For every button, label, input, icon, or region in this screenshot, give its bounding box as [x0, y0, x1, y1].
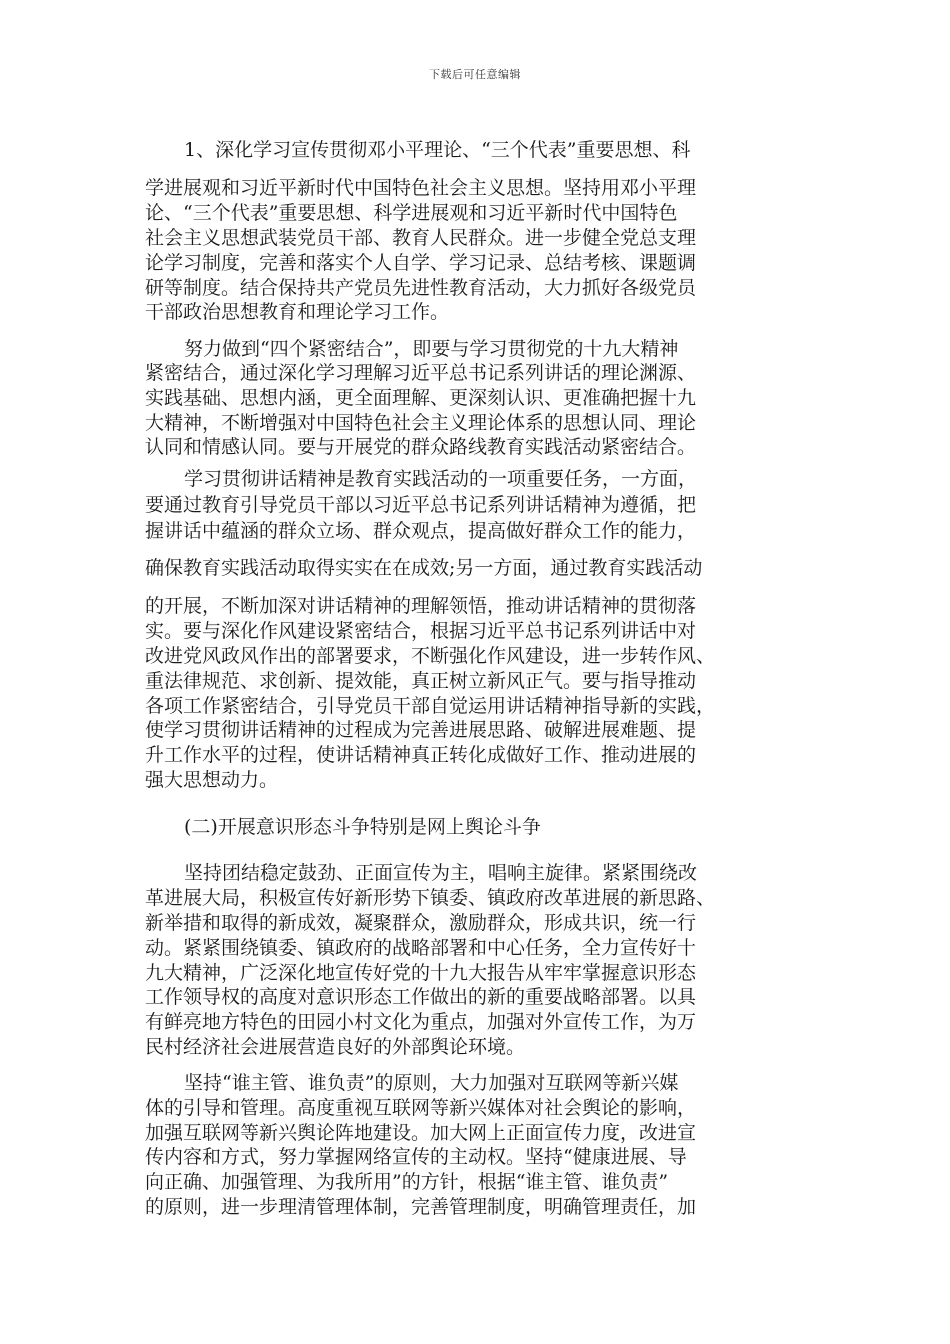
text-line: 动。紧紧围绕镇委、镇政府的战略部署和中心任务，全力宣传好十	[145, 937, 697, 959]
text-line: 努力做到“四个紧密结合”，即要与学习贯彻党的十九大精神	[184, 338, 679, 360]
text-line: 工作领导权的高度对意识形态工作做出的新的重要战略部署。以具	[145, 986, 697, 1008]
text-line: 学进展观和习近平新时代中国特色社会主义思想。坚持用邓小平理	[145, 177, 697, 199]
text-line: 有鲜亮地方特色的田园小村文化为重点，加强对外宣传工作，为万	[145, 1011, 697, 1033]
text-line: 新举措和取得的新成效，凝聚群众，激励群众，形成共识，统一行	[145, 912, 697, 934]
text-line: 向正确、加强管理、为我所用”的方针，根据“谁主管、谁负责”	[145, 1171, 669, 1193]
text-line: 各项工作紧密结合，引导党员干部自觉运用讲话精神指导新的实践，	[145, 695, 716, 717]
text-line: 实。要与深化作风建设紧密结合，根据习近平总书记系列讲话中对	[145, 620, 697, 642]
text-line: 大精神，不断增强对中国特色社会主义理论体系的思想认同、理论	[145, 412, 697, 434]
text-line: 改进党风政风作出的部署要求，不断强化作风建设，进一步转作风、	[145, 645, 716, 667]
text-line: 升工作水平的过程，使讲话精神真正转化成做好工作、推动进展的	[145, 744, 697, 766]
text-line: 研等制度。结合保持共产党员先进性教育活动，大力抓好各级党员	[145, 277, 697, 299]
text-line: 民村经济社会进展营造良好的外部舆论环境。	[145, 1036, 526, 1058]
text-line: 的开展，不断加深对讲话精神的理解领悟，推动讲话精神的贯彻落	[145, 595, 697, 617]
text-line: 论学习制度，完善和落实个人自学、学习记录、总结考核、课题调	[145, 252, 697, 274]
text-line: 坚持“谁主管、谁负责”的原则，大力加强对互联网等新兴媒	[184, 1072, 679, 1094]
text-line: 传内容和方式，努力掌握网络宣传的主动权。坚持“健康进展、导	[145, 1146, 687, 1168]
section-heading: (二)开展意识形态斗争特别是网上舆论斗争	[184, 816, 541, 838]
text-line: 重法律规范、求创新、提效能，真正树立新风正气。要与指导推动	[145, 670, 697, 692]
text-line: 加强互联网等新兴舆论阵地建设。加大网上正面宣传力度，改进宣	[145, 1122, 697, 1144]
text-line: 革进展大局，积极宣传好新形势下镇委、镇政府改革进展的新思路、	[145, 887, 716, 909]
page-header: 下载后可任意编辑	[429, 68, 521, 81]
text-line: 九大精神，广泛深化地宣传好党的十九大报告从牢牢掌握意识形态	[145, 962, 697, 984]
text-line: 认同和情感认同。要与开展党的群众路线教育实践活动紧密结合。	[145, 436, 697, 458]
text-line: 干部政治思想教育和理论学习工作。	[145, 301, 450, 323]
text-line: 实践基础、思想内涵，更全面理解、更深刻认识、更准确把握十九	[145, 387, 697, 409]
text-line: 强大思想动力。	[145, 769, 279, 791]
text-line: 社会主义思想武装党员干部、教育人民群众。进一步健全党总支理	[145, 227, 697, 249]
text-line: 握讲话中蕴涵的群众立场、群众观点，提高做好群众工作的能力，	[145, 520, 697, 542]
text-line: 坚持团结稳定鼓劲、正面宣传为主，唱响主旋律。紧紧围绕改	[184, 862, 698, 884]
text-line: 体的引导和管理。高度重视互联网等新兴媒体对社会舆论的影响，	[145, 1097, 697, 1119]
text-line: 紧密结合，通过深化学习理解习近平总书记系列讲话的理论渊源、	[145, 362, 697, 384]
text-line: 确保教育实践活动取得实实在在成效;另一方面，通过教育实践活动	[145, 557, 703, 579]
text-line: 学习贯彻讲话精神是教育实践活动的一项重要任务，一方面，	[184, 468, 698, 490]
text-line: 使学习贯彻讲话精神的过程成为完善进展思路、破解进展难题、提	[145, 719, 697, 741]
text-line: 论、“三个代表”重要思想、科学进展观和习近平新时代中国特色	[145, 202, 678, 224]
text-line: 的原则，进一步理清管理体制，完善管理制度，明确管理责任，加	[145, 1196, 697, 1218]
text-line: 要通过教育引导党员干部以习近平总书记系列讲话精神为遵循，把	[145, 494, 697, 516]
text-line: 1、深化学习宣传贯彻邓小平理论、“三个代表”重要思想、科	[184, 139, 691, 161]
